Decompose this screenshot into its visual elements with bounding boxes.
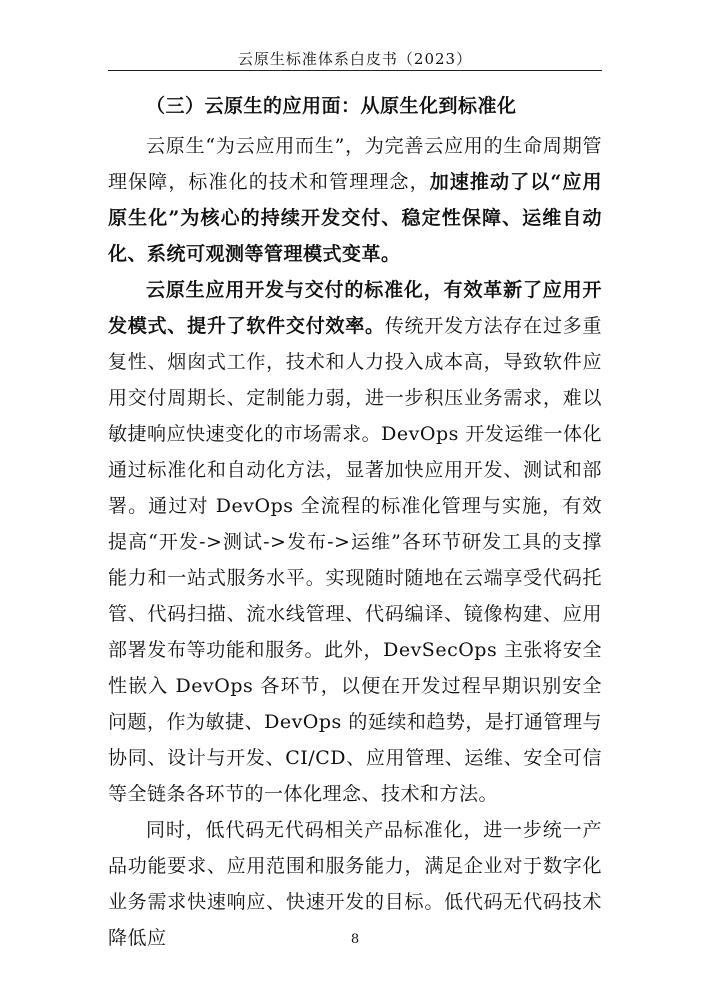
header-rule [108, 70, 602, 71]
running-header: 云原生标准体系白皮书（2023） [237, 50, 473, 68]
page-number: 8 [350, 932, 360, 947]
paragraph-1-text: 云原生“为云应用而生”，为完善云应用的生命周期管理保障，标准化的技术和管理理念， [108, 135, 602, 193]
paragraph-2-text: 传统开发方法存在过多重复性、烟囱式工作，技术和人力投入成本高，导致软件应用交付周期长、定制能力弱，进一步积压业务需求，难以敏捷响应快速变化的市场需求。DevOps 开发运维一体化通过标准化和自动化方法，显著加快应用开发、测试和部署。通过对 DevOps 全流程的标准化管理与实施，有效提高“开发->测试->发布->运维”各环节研发工具的支撑能力和一站式服务水平。实现随时随地在云端享受代码托管、代码扫描、流水线管理、代码编译、镜像构建、应用部署发布等功能和服务。此外，DevSecOps 主张将安全性嵌入 DevOps 各环节，以便在开发过程早期识别安全问题，作为敏捷、DevOps 的延续和趋势，是打通管理与协同、设计与开发、CI/CD、应用管理、运维、安全可信等全链条各环节的一体化理念、技术和方法。 [108, 315, 602, 805]
paragraph-1 [108, 128, 602, 272]
section-heading: （三）云原生的应用面：从原生化到标准化 [146, 95, 517, 117]
paragraph-2-emphasis: 云原生应用开发与交付的标准化，有效革新了应用开发模式、提升了软件交付效率。 [108, 279, 602, 337]
paragraph-2 [108, 272, 602, 812]
page-body [108, 88, 602, 956]
paragraph-1-emphasis: 加速推动了以“应用原生化”为核心的持续开发交付、稳定性保障、运维自动化、系统可观测等管理模式变革。 [108, 171, 602, 265]
paragraph-3-text: 同时，低代码无代码相关产品标准化，进一步统一产品功能要求、应用范围和服务能力，满足企业对于数字化业务需求快速响应、快速开发的目标。低代码无代码技术降低应 [108, 819, 602, 949]
